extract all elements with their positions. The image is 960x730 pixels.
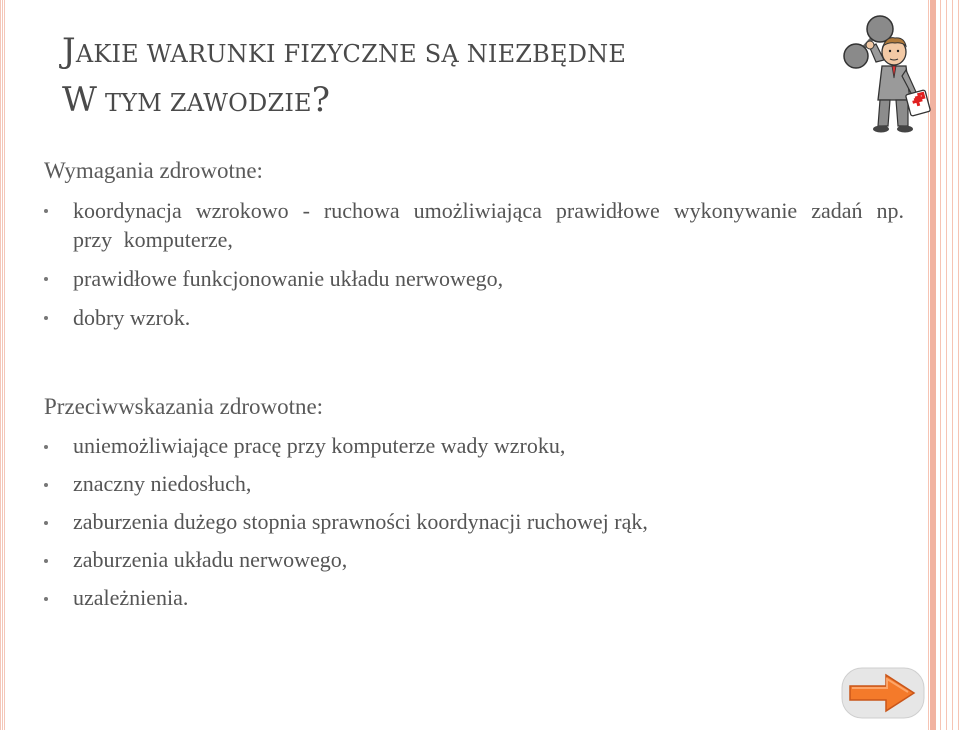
list-item-text: dobry wzrok. (73, 305, 191, 330)
title-line-2: TYM ZAWODZIE (97, 89, 312, 117)
slide-title (62, 28, 832, 126)
leg-left (878, 100, 890, 126)
bullet-dot (44, 559, 48, 563)
list-item (44, 196, 904, 254)
title-initial-1: J (62, 31, 76, 71)
bullet-dot (44, 316, 48, 320)
next-slide-button[interactable] (840, 664, 926, 722)
eye-right (897, 50, 899, 52)
dumbbell-weight-lower (844, 44, 868, 68)
list-item-text: znaczny niedosłuch, (73, 471, 252, 496)
list-item-text: koordynacja wzrokowo - ruchowa umożliwiająca prawidłowe wykonywanie zadań np. przy komputerze, (73, 198, 904, 252)
contraindications-heading: Przeciwwskazania zdrowotne: (44, 394, 324, 419)
eye-left (889, 50, 891, 52)
requirements-heading: Wymagania zdrowotne: (44, 158, 263, 183)
bullet-dot (44, 445, 48, 449)
title-question-mark: ? (311, 80, 331, 120)
bullet-dot (44, 597, 48, 601)
shoe-right (897, 126, 913, 133)
list-item-text: zaburzenia dużego stopnia sprawności koordynacji ruchowej rąk, (73, 509, 648, 534)
list-item-text: zaburzenia układu nerwowego, (73, 547, 348, 572)
list-item (44, 584, 904, 612)
shoe-left (873, 126, 889, 133)
list-item (44, 508, 904, 536)
requirements-section (44, 158, 904, 342)
left-decorative-border (0, 0, 6, 730)
weightlifter-man-with-first-aid-kit-icon (832, 12, 932, 136)
list-item (44, 303, 904, 332)
requirements-list (44, 196, 904, 332)
title-initial-2: W (62, 80, 98, 120)
contraindications-list (44, 432, 904, 612)
list-item (44, 546, 904, 574)
list-item-text: uzależnienia. (73, 585, 189, 610)
list-item (44, 432, 904, 460)
title-line-1: AKIE WARUNKI FIZYCZNE SĄ NIEZBĘDNE (75, 40, 627, 68)
bullet-dot (44, 483, 48, 487)
bullet-dot (44, 277, 48, 281)
bullet-dot (44, 209, 48, 213)
list-item (44, 264, 904, 293)
list-item-text: uniemożliwiające pracę przy komputerze wady wzroku, (73, 433, 566, 458)
list-item (44, 470, 904, 498)
hand-raised (866, 41, 874, 49)
contraindications-section (44, 394, 904, 622)
list-item-text: prawidłowe funkcjonowanie układu nerwowego, (73, 266, 504, 291)
bullet-dot (44, 521, 48, 525)
leg-right (896, 100, 908, 126)
